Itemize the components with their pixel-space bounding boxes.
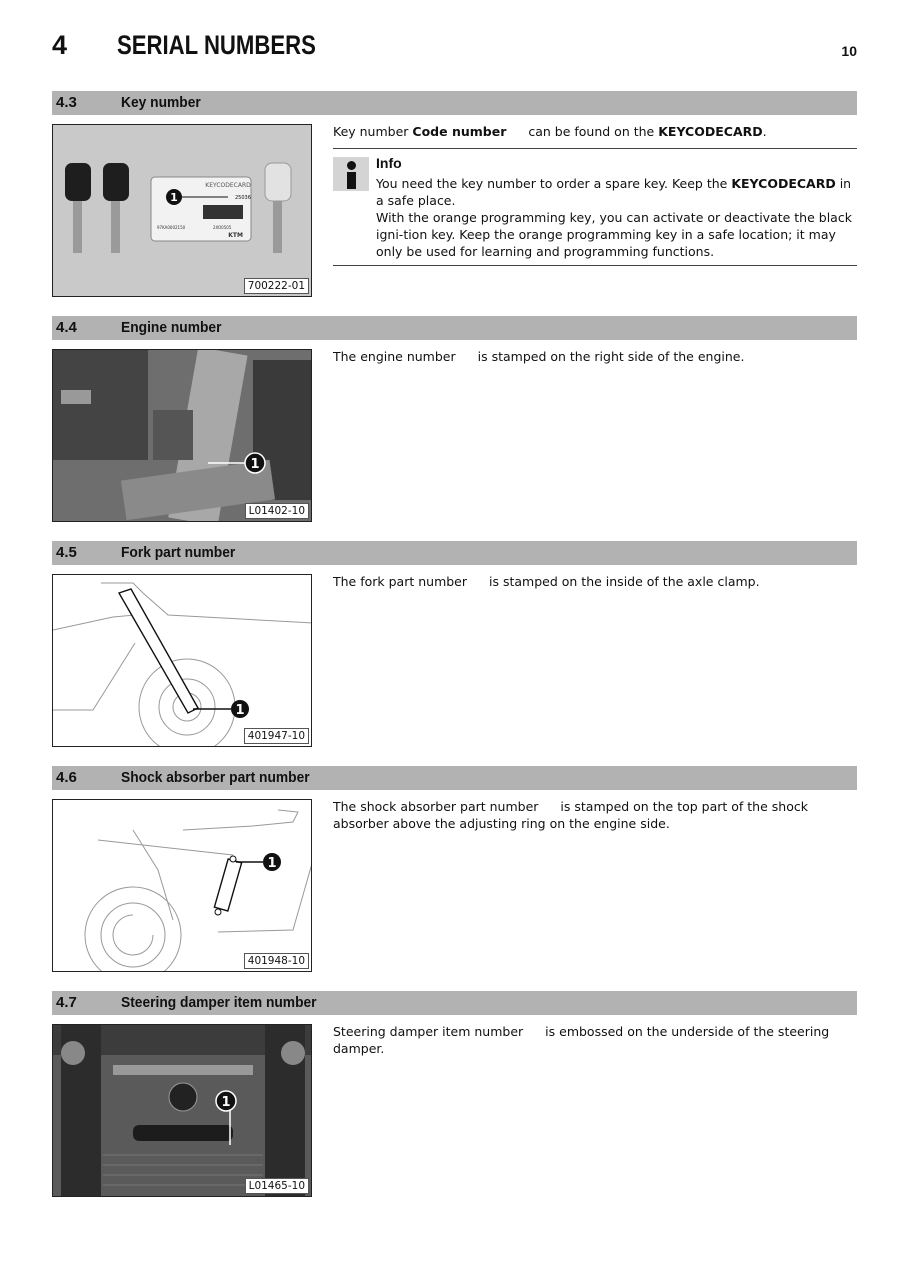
section-title: Steering damper item number xyxy=(121,994,317,1011)
section-number: 4.3 xyxy=(56,94,77,111)
figure-keys-keycodecard xyxy=(52,124,312,297)
section-title: Fork part number xyxy=(121,544,236,561)
chapter-title: SERIAL NUMBERS xyxy=(117,30,316,60)
key-number-text: Key number Code number can be found on the KEYCODECARD. xyxy=(333,124,767,139)
section-title: Key number xyxy=(121,94,201,111)
section-number: 4.6 xyxy=(56,769,77,786)
card-serial-text: 97KA0002150 xyxy=(157,225,186,230)
section-bar-shock-absorber-part-number xyxy=(52,766,857,790)
section-number: 4.4 xyxy=(56,319,77,336)
figure-code: 401948-10 xyxy=(244,953,309,969)
engine-photo-illustration xyxy=(53,350,312,522)
figure-code: 700222-01 xyxy=(244,278,309,294)
callout-label: 1 xyxy=(235,703,245,718)
figure-code: 401947-10 xyxy=(244,728,309,744)
figure-code: L01402-10 xyxy=(245,503,309,519)
info-rule-top xyxy=(333,148,857,149)
fork-line-drawing xyxy=(53,575,312,747)
card-num2-text: 2XO0505 xyxy=(213,225,232,230)
info-heading: Info xyxy=(376,155,402,171)
figure-code: L01465-10 xyxy=(245,1178,309,1194)
callout-label: 1 xyxy=(250,457,260,472)
figure-fork xyxy=(52,574,312,747)
engine-number-text: The engine number is stamped on the right side of the engine. xyxy=(333,349,745,364)
steering-damper-item-number-text: Steering damper item number is embossed on the underside of the steering damper. xyxy=(333,1024,830,1056)
callout-label: 1 xyxy=(170,191,178,204)
section-bar-key-number xyxy=(52,91,857,115)
section-number: 4.7 xyxy=(56,994,77,1011)
section-bar-engine-number xyxy=(52,316,857,340)
fork-part-number-text: The fork part number is stamped on the inside of the axle clamp. xyxy=(333,574,760,589)
chapter-number: 4 xyxy=(52,30,68,60)
section-number: 4.5 xyxy=(56,544,77,561)
section-title: Shock absorber part number xyxy=(121,769,310,786)
callout-label: 1 xyxy=(267,856,277,871)
callout-label: 1 xyxy=(221,1095,231,1110)
page-number: 10 xyxy=(841,43,857,59)
figure-steering-damper xyxy=(52,1024,312,1197)
keys-illustration xyxy=(53,125,312,297)
info-rule-bottom xyxy=(333,265,857,266)
section-bar-steering-damper-item-number xyxy=(52,991,857,1015)
card-code-text: 25036 xyxy=(235,195,251,201)
figure-engine xyxy=(52,349,312,522)
shock-absorber-line-drawing xyxy=(53,800,312,972)
shock-absorber-part-number-text: The shock absorber part number is stamped on the top part of the shock absorber above the adjusting ring on the engine side. xyxy=(333,799,808,831)
section-bar-fork-part-number xyxy=(52,541,857,565)
steering-damper-photo-illustration xyxy=(53,1025,312,1197)
card-brand-text: KTM xyxy=(228,232,243,239)
card-title-text: KEYCODECARD xyxy=(205,182,251,189)
figure-shock-absorber xyxy=(52,799,312,972)
info-icon xyxy=(333,157,369,191)
section-title: Engine number xyxy=(121,319,222,336)
info-body: You need the key number to order a spare key. Keep the KEYCODECARD in a safe place. With the orange programming key, you can activate or deactivate the black igni-tion key. Keep the orange programming key in a safe location; it may only be used for learning and programming functions. xyxy=(376,176,852,259)
